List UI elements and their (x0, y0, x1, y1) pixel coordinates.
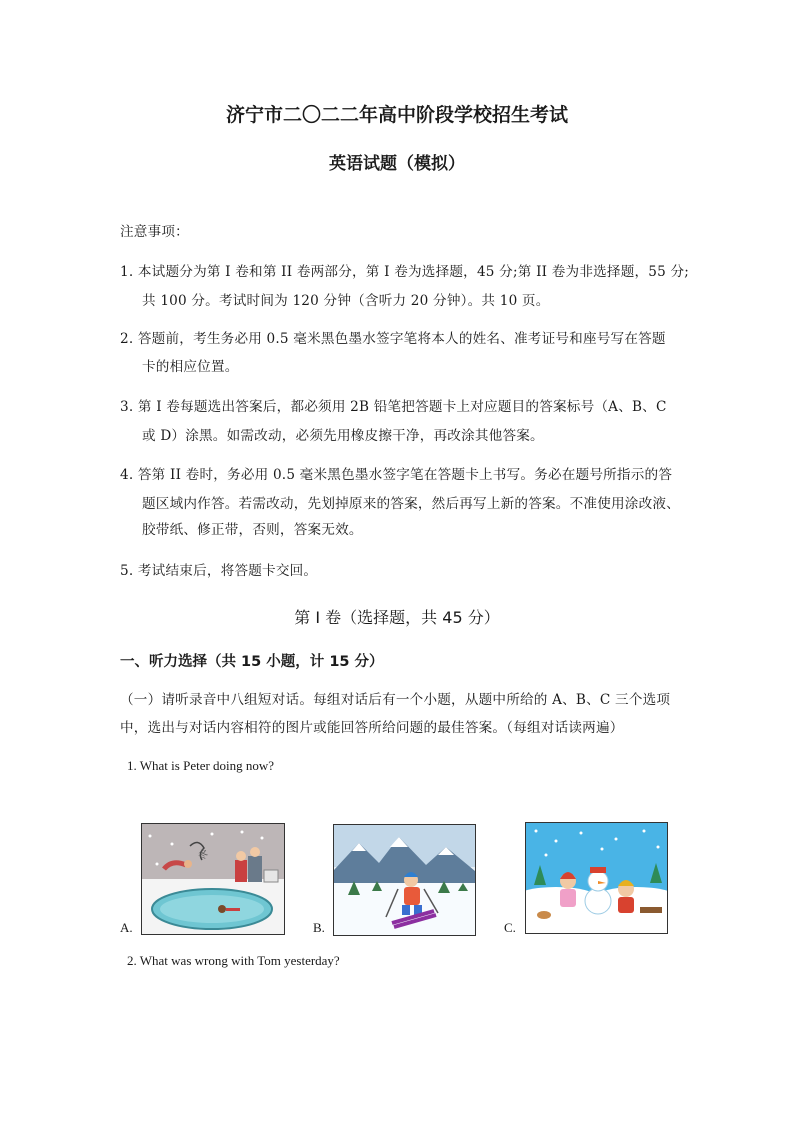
exam-title: 济宁市二〇二二年高中阶段学校招生考试 (225, 104, 568, 126)
note-2-line-1: 2. 答题前，考生务必用 0.5 毫米黑色墨水签字笔将本人的姓名、准考证号和座号写在答题 (120, 331, 666, 347)
option-b-label: B. (313, 920, 325, 935)
building-snowman-picture (525, 822, 668, 934)
notes-heading: 注意事项： (120, 224, 189, 240)
option-c-label: C. (504, 920, 516, 935)
question-2-text: 2. What was wrong with Tom yesterday? (127, 953, 340, 968)
winter-swimming-picture (141, 823, 285, 935)
note-5-line-1: 5. 考试结束后，将答题卡交回。 (120, 563, 318, 579)
option-a-label: A. (120, 920, 133, 935)
question-1-text: 1. What is Peter doing now? (127, 758, 275, 773)
exam-subtitle: 英语试题（模拟） (329, 154, 465, 174)
note-4-line-2: 题区域内作答。若需改动，先划掉原来的答案，然后再写上新的答案。不准使用涂改液、 (142, 496, 680, 512)
instruction-line-1: （一）请听录音中八组短对话。每组对话后有一个小题，从题中所给的 A、B、C 三个选项 (120, 692, 671, 708)
section-heading: 第 I 卷（选择题，共 45 分） (294, 608, 500, 627)
note-3-line-2: 或 D）涂黑。如需改动，必须先用橡皮擦干净，再改涂其他答案。 (142, 428, 544, 444)
note-4-line-3: 胶带纸、修正带，否则，答案无效。 (142, 522, 363, 538)
note-2-line-2: 卡的相应位置。 (142, 359, 239, 375)
note-1-line-1: 1. 本试题分为第 I 卷和第 II 卷两部分，第 I 卷为选择题，45 分;第 II 卷为非选择题，55 分; (120, 264, 690, 280)
note-3-line-1: 3. 第 I 卷每题选出答案后，都必须用 2B 铅笔把答题卡上对应题目的答案标号（A、B、C (120, 399, 667, 415)
svg-text:冬: 冬 (198, 850, 208, 861)
part-title: 一、听力选择（共 15 小题，计 15 分） (120, 654, 384, 670)
instruction-line-2: 中，选出与对话内容相符的图片或能回答所给问题的最佳答案。（每组对话读两遍） (120, 720, 624, 736)
note-1-line-2: 共 100 分。考试时间为 120 分钟（含听力 20 分钟）。共 10 页。 (142, 293, 550, 309)
note-4-line-1: 4. 答第 II 卷时，务必用 0.5 毫米黑色墨水签字笔在答题卡上书写。务必在题号所指示的答 (120, 467, 673, 483)
skiing-picture (333, 824, 476, 936)
